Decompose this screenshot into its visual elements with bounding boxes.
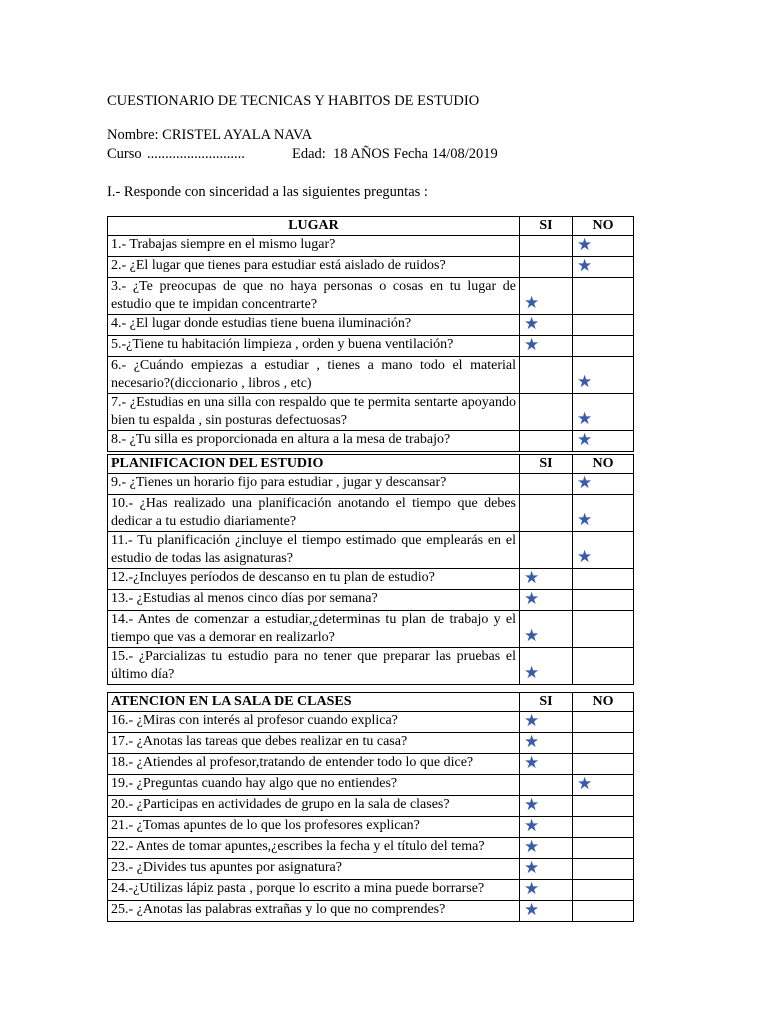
star-icon: ★ — [577, 235, 593, 254]
question-row — [108, 336, 634, 357]
star-icon: ★ — [524, 711, 540, 730]
no-cell — [573, 901, 634, 922]
no-cell — [573, 712, 634, 733]
question-text: 1.- Trabajas siempre en el mismo lugar? — [108, 236, 520, 257]
si-cell — [520, 394, 573, 431]
star-icon: ★ — [577, 372, 593, 391]
no-cell — [573, 236, 634, 257]
section-table-lugar — [107, 216, 634, 452]
question-row — [108, 569, 634, 590]
no-header: NO — [573, 455, 634, 474]
star-icon: ★ — [577, 430, 593, 449]
question-row — [108, 648, 634, 685]
si-cell — [520, 495, 573, 532]
si-cell — [520, 838, 573, 859]
star-icon: ★ — [524, 879, 540, 898]
question-row — [108, 838, 634, 859]
no-cell — [573, 648, 634, 685]
section-title: LUGAR — [108, 217, 520, 236]
question-text: 21.- ¿Tomas apuntes de lo que los profesores explican? — [108, 817, 520, 838]
no-cell — [573, 278, 634, 315]
question-text: 8.- ¿Tu silla es proporcionada en altura a la mesa de trabajo? — [108, 431, 520, 452]
question-text: 20.- ¿Participas en actividades de grupo en la sala de clases? — [108, 796, 520, 817]
si-cell — [520, 569, 573, 590]
si-cell — [520, 648, 573, 685]
age-date: Edad: 18 AÑOS Fecha 14/08/2019 — [292, 146, 498, 162]
star-icon: ★ — [524, 816, 540, 835]
star-icon: ★ — [524, 837, 540, 856]
question-text: 4.- ¿El lugar donde estudias tiene buena iluminación? — [108, 315, 520, 336]
question-row — [108, 712, 634, 733]
star-icon: ★ — [577, 409, 593, 428]
student-name: Nombre: CRISTEL AYALA NAVA — [107, 127, 313, 143]
question-row — [108, 796, 634, 817]
question-text: 7.- ¿Estudias en una silla con respaldo que te permita sentarte apoyando bien tu espalda , sin posturas defectuosas? — [108, 394, 520, 431]
si-cell — [520, 257, 573, 278]
si-cell — [520, 796, 573, 817]
question-row — [108, 775, 634, 796]
no-cell — [573, 733, 634, 754]
question-text: 15.- ¿Parcializas tu estudio para no tener que preparar las pruebas el último día? — [108, 648, 520, 685]
si-cell — [520, 336, 573, 357]
star-icon: ★ — [524, 626, 540, 645]
si-cell — [520, 901, 573, 922]
si-header: SI — [520, 455, 573, 474]
no-cell — [573, 257, 634, 278]
question-row — [108, 859, 634, 880]
star-icon: ★ — [524, 795, 540, 814]
star-icon: ★ — [524, 568, 540, 587]
no-cell — [573, 838, 634, 859]
question-text: 11.- Tu planificación ¿incluye el tiempo estimado que emplearás en el estudio de todas las asignaturas? — [108, 532, 520, 569]
si-cell — [520, 859, 573, 880]
si-cell — [520, 775, 573, 796]
question-text: 12.-¿Incluyes períodos de descanso en tu plan de estudio? — [108, 569, 520, 590]
star-icon: ★ — [577, 510, 593, 529]
si-cell — [520, 278, 573, 315]
question-row — [108, 817, 634, 838]
star-icon: ★ — [524, 753, 540, 772]
question-row — [108, 733, 634, 754]
question-row — [108, 590, 634, 611]
star-icon: ★ — [524, 900, 540, 919]
question-text: 23.- ¿Divides tus apuntes por asignatura? — [108, 859, 520, 880]
no-cell — [573, 754, 634, 775]
question-text: 18.- ¿Atiendes al profesor,tratando de entender todo lo que dice? — [108, 754, 520, 775]
course-age-date-line — [107, 145, 498, 163]
si-cell — [520, 315, 573, 336]
no-cell — [573, 859, 634, 880]
no-cell — [573, 474, 634, 495]
question-row — [108, 257, 634, 278]
star-icon: ★ — [524, 732, 540, 751]
no-cell — [573, 817, 634, 838]
question-text: 9.- ¿Tienes un horario fijo para estudiar , jugar y descansar? — [108, 474, 520, 495]
question-text: 6.- ¿Cuándo empiezas a estudiar , tienes a mano todo el material necesario?(diccionario , libros , etc) — [108, 357, 520, 394]
si-cell — [520, 754, 573, 775]
question-text: 22.- Antes de tomar apuntes,¿escribes la fecha y el título del tema? — [108, 838, 520, 859]
no-cell — [573, 611, 634, 648]
section-title: PLANIFICACION DEL ESTUDIO — [108, 455, 520, 474]
question-text: 17.- ¿Anotas las tareas que debes realizar en tu casa? — [108, 733, 520, 754]
question-row — [108, 754, 634, 775]
question-text: 16.- ¿Miras con interés al profesor cuando explica? — [108, 712, 520, 733]
no-cell — [573, 394, 634, 431]
no-cell — [573, 775, 634, 796]
si-cell — [520, 817, 573, 838]
no-cell — [573, 796, 634, 817]
si-cell — [520, 474, 573, 495]
question-row — [108, 236, 634, 257]
no-header: NO — [573, 217, 634, 236]
star-icon: ★ — [524, 335, 540, 354]
question-text: 25.- ¿Anotas las palabras extrañas y lo que no comprendes? — [108, 901, 520, 922]
section-table-planificacion — [107, 454, 634, 685]
no-cell — [573, 315, 634, 336]
si-cell — [520, 880, 573, 901]
si-header: SI — [520, 693, 573, 712]
si-cell — [520, 590, 573, 611]
star-icon: ★ — [524, 293, 540, 312]
question-row — [108, 532, 634, 569]
si-cell — [520, 236, 573, 257]
question-text: 14.- Antes de comenzar a estudiar,¿determinas tu plan de trabajo y el tiempo que vas a demorar en realizarlo? — [108, 611, 520, 648]
question-text: 10.- ¿Has realizado una planificación anotando el tiempo que debes dedicar a tu estudio diariamente? — [108, 495, 520, 532]
no-header: NO — [573, 693, 634, 712]
question-text: 5.-¿Tiene tu habitación limpieza , orden y buena ventilación? — [108, 336, 520, 357]
question-row — [108, 474, 634, 495]
question-row — [108, 880, 634, 901]
question-row — [108, 278, 634, 315]
course-value: ........................... — [147, 146, 245, 162]
no-cell — [573, 495, 634, 532]
no-cell — [573, 357, 634, 394]
star-icon: ★ — [577, 473, 593, 492]
no-cell — [573, 590, 634, 611]
course-label: Curso — [107, 146, 142, 162]
instructions: I.- Responde con sinceridad a las siguientes preguntas : — [107, 184, 428, 200]
no-cell — [573, 336, 634, 357]
question-row — [108, 495, 634, 532]
question-row — [108, 357, 634, 394]
si-cell — [520, 733, 573, 754]
star-icon: ★ — [577, 774, 593, 793]
section-table-atencion — [107, 692, 634, 922]
question-text: 13.- ¿Estudias al menos cinco días por semana? — [108, 590, 520, 611]
star-icon: ★ — [577, 547, 593, 566]
question-row — [108, 611, 634, 648]
section-title: ATENCION EN LA SALA DE CLASES — [108, 693, 520, 712]
question-text: 2.- ¿El lugar que tienes para estudiar está aislado de ruidos? — [108, 257, 520, 278]
si-header: SI — [520, 217, 573, 236]
question-row — [108, 315, 634, 336]
star-icon: ★ — [577, 256, 593, 275]
si-cell — [520, 532, 573, 569]
star-icon: ★ — [524, 589, 540, 608]
question-row — [108, 394, 634, 431]
si-cell — [520, 712, 573, 733]
no-cell — [573, 431, 634, 452]
star-icon: ★ — [524, 858, 540, 877]
no-cell — [573, 880, 634, 901]
si-cell — [520, 431, 573, 452]
star-icon: ★ — [524, 663, 540, 682]
si-cell — [520, 611, 573, 648]
no-cell — [573, 532, 634, 569]
question-row — [108, 901, 634, 922]
question-text: 19.- ¿Preguntas cuando hay algo que no entiendes? — [108, 775, 520, 796]
no-cell — [573, 569, 634, 590]
document-title: CUESTIONARIO DE TECNICAS Y HABITOS DE ESTUDIO — [107, 93, 480, 109]
star-icon: ★ — [524, 314, 540, 333]
question-text: 24.-¿Utilizas lápiz pasta , porque lo escrito a mina puede borrarse? — [108, 880, 520, 901]
question-text: 3.- ¿Te preocupas de que no haya personas o cosas en tu lugar de estudio que te impidan concentrarte? — [108, 278, 520, 315]
si-cell — [520, 357, 573, 394]
question-row — [108, 431, 634, 452]
